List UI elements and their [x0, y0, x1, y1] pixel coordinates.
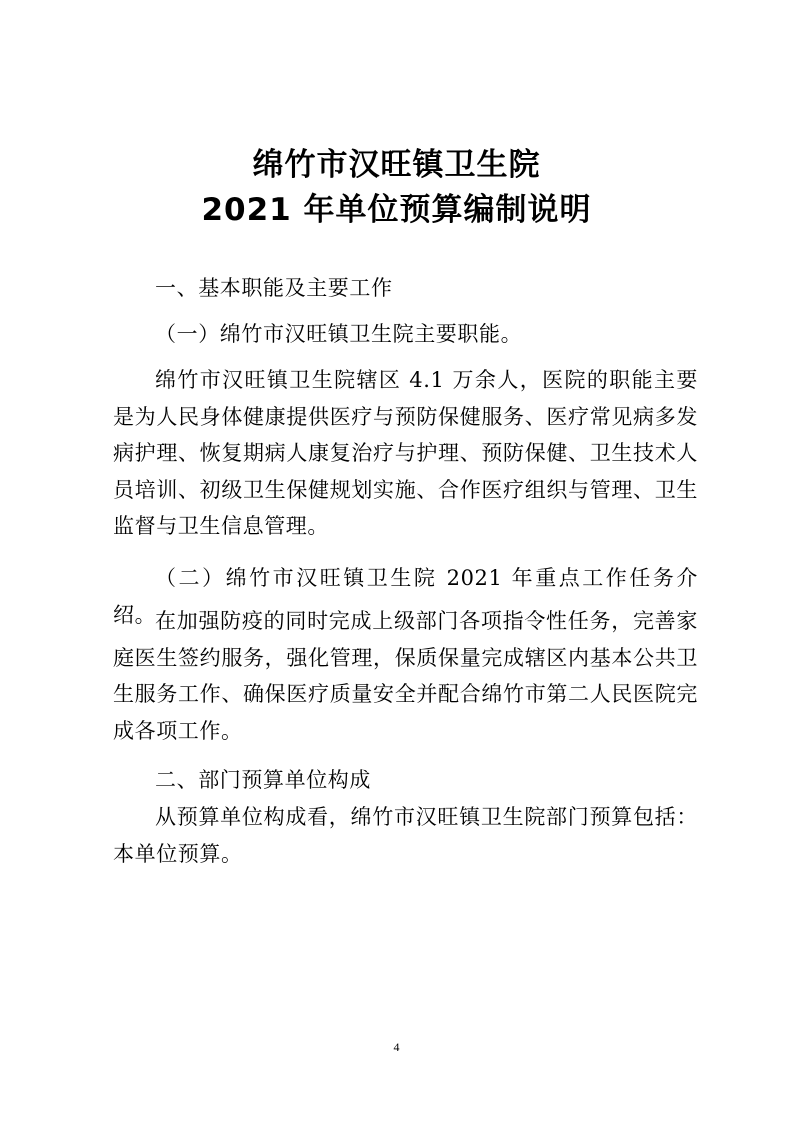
section2-body: 从预算单位构成看，绵竹市汉旺镇卫生院部门预算包括：本单位预算。	[113, 805, 698, 866]
section1-body-1: 绵竹市汉旺镇卫生院辖区 4.1 万余人，医院的职能主要是为人民身体健康提供医疗与预防保健服务、医疗常见病多发病护理、恢复期病人康复治疗与护理、预防保健、卫生技术人员培训、初级卫生保健规划实施、合作医疗组织与管理、卫生监督与卫生信息管理。	[113, 368, 698, 538]
page-number: 4	[393, 1040, 400, 1054]
document-title-line1: 绵竹市汉旺镇卫生院	[252, 147, 541, 183]
section1-body-2: 在加强防疫的同时完成上级部门各项指令性任务，完善家庭医生签约服务，强化管理，保质保量完成辖区内基本公共卫生服务工作、确保医疗质量安全并配合绵竹市第二人民医院完成各项工作。	[113, 609, 698, 743]
section1-heading: 一、基本职能及主要工作	[155, 276, 393, 300]
section2-heading: 二、部门预算单位构成	[155, 768, 371, 792]
section1-subheading-1: （一）绵竹市汉旺镇卫生院主要职能。	[155, 322, 523, 346]
section1-subheading-2: （二）绵竹市汉旺镇卫生院 2021 年重点工作任务介绍。	[113, 566, 698, 627]
document-title-line2: 2021 年单位预算编制说明	[201, 192, 592, 228]
